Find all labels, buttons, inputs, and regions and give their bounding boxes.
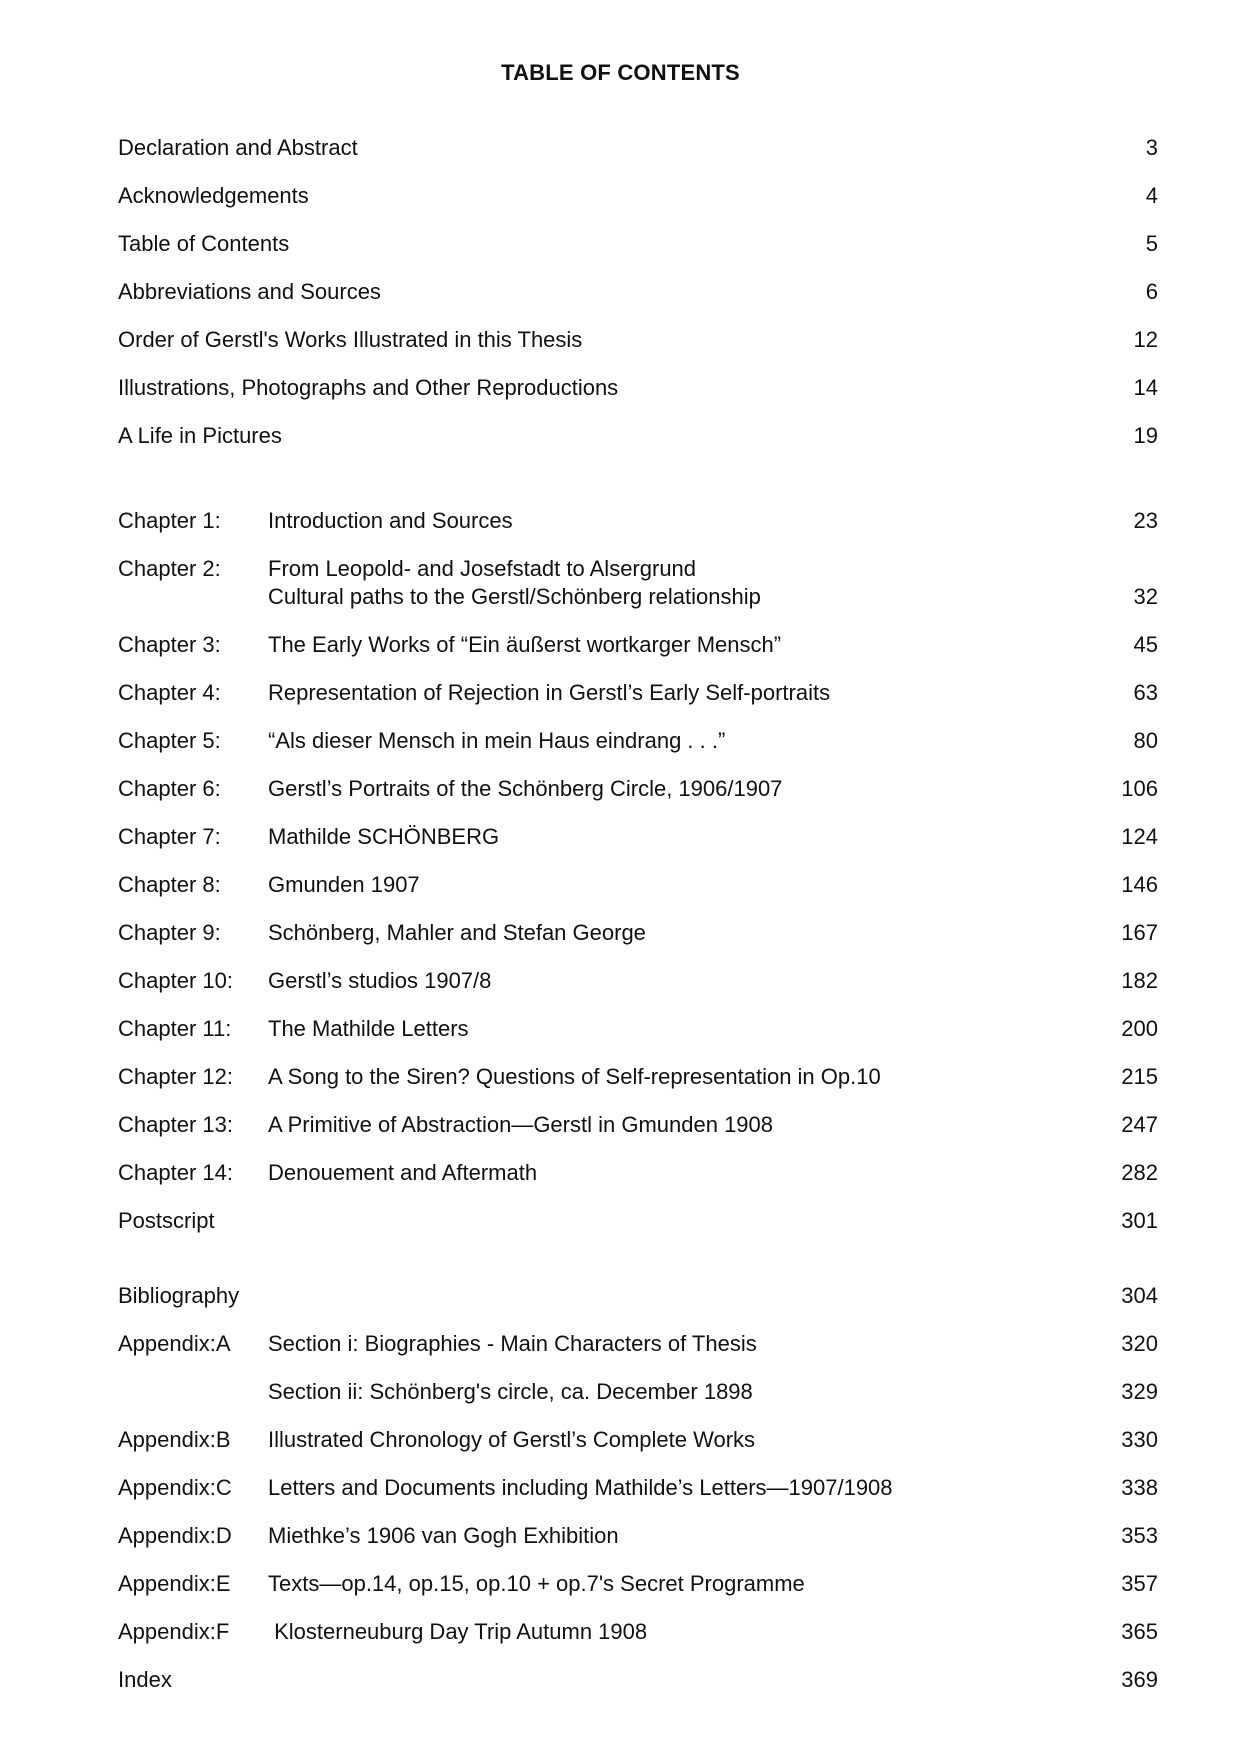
toc-entry-label: Chapter 13: [118,1112,233,1137]
toc-entry [118,1262,1158,1310]
toc-entry-label: Chapter 9: [118,920,221,945]
toc-entry-page: 167 [1121,920,1158,945]
toc-entry-title: Mathilde SCHÖNBERG [268,824,500,849]
toc-entry-label: Index [118,1667,172,1692]
toc-entry-title: Order of Gerstl's Works Illustrated in this Thesis [118,327,583,352]
toc-entry-page: 365 [1121,1619,1158,1644]
toc-entry-title: Introduction and Sources [268,508,513,533]
toc-entry-title: Gerstl’s Portraits of the Schönberg Circle, 1906/1907 [268,776,783,801]
toc-entry-page: 247 [1121,1112,1158,1137]
toc-entry [118,1406,1158,1454]
toc-entry [118,354,1158,402]
toc-entry-page: 3 [1145,135,1158,160]
toc-entry [118,947,1158,995]
toc-entry [118,803,1158,851]
page-title: TABLE OF CONTENTS [501,60,740,85]
toc-entry-title: Gmunden 1907 [268,872,420,897]
toc-entry [118,114,1158,162]
toc-entry-title: Denouement and Aftermath [268,1160,538,1185]
toc-entry-title: Gerstl’s studios 1907/8 [268,968,492,993]
toc-entry-label: Chapter 4: [118,680,221,705]
toc-entry-label: Chapter 7: [118,824,221,849]
toc-entry-title: Table of Contents [118,231,290,256]
toc-entry-page: 353 [1121,1523,1158,1548]
toc-entry [118,535,1158,611]
toc-entry [118,755,1158,803]
toc-entry-page: 45 [1133,632,1158,657]
toc-entry-label: Postscript [118,1208,215,1233]
toc-entry-label: Chapter 11: [118,1016,232,1041]
toc-entry-title: Texts—op.14, op.15, op.10 + op.7's Secret Programme [268,1571,805,1596]
toc-entry [118,851,1158,899]
toc-entry-label: Appendix:A [118,1331,231,1356]
toc-entry-title: A Primitive of Abstraction—Gerstl in Gmunden 1908 [268,1112,774,1137]
toc-entry [118,1358,1158,1406]
toc-entry-page: 369 [1121,1667,1158,1692]
toc-entry [118,1091,1158,1139]
toc-entry-title: A Life in Pictures [118,423,282,448]
toc-entry-page: 6 [1145,279,1158,304]
toc-entry-title: Abbreviations and Sources [118,279,381,304]
toc-entry [118,1550,1158,1598]
toc-entry-page: 146 [1121,872,1158,897]
toc-entry-title: Section i: Biographies - Main Characters of Thesis [268,1331,757,1356]
toc-entry-page: 23 [1133,508,1158,533]
back-matter-list [118,1262,1158,1694]
toc-entry-page: 80 [1133,728,1158,753]
toc-entry-title: Schönberg, Mahler and Stefan George [268,920,646,945]
toc-entry-title: Illustrations, Photographs and Other Reproductions [118,375,619,400]
toc-entry [118,487,1158,535]
toc-entry [118,402,1158,450]
toc-entry [118,1502,1158,1550]
toc-entry-label: Chapter 1: [118,508,221,533]
toc-entry [118,1454,1158,1502]
toc-entry [118,899,1158,947]
toc-entry-title: Section ii: Schönberg's circle, ca. December 1898 [268,1379,753,1404]
toc-entry-page: 4 [1145,183,1158,208]
toc-entry-title-line: From Leopold- and Josefstadt to Alsergrund [268,556,697,581]
toc-entry-title [268,555,1068,611]
toc-entry [118,1187,1158,1235]
toc-entry-page: 330 [1121,1427,1158,1452]
toc-entry [118,162,1158,210]
toc-entry-title: Letters and Documents including Mathilde’s Letters—1907/1908 [268,1475,893,1500]
toc-entry-label: Appendix:D [118,1523,232,1548]
toc-entry-title: “Als dieser Mensch in mein Haus eindrang . . .” [268,728,726,753]
toc-entry-page: 12 [1133,327,1158,352]
toc-entry-page: 32 [1133,584,1158,609]
toc-entry-page: 338 [1121,1475,1158,1500]
toc-entry-label: Chapter 8: [118,872,221,897]
toc-entry-label: Chapter 3: [118,632,221,657]
toc-entry-label: Appendix:C [118,1475,232,1500]
toc-entry-title: The Mathilde Letters [268,1016,469,1041]
toc-entry-title: Acknowledgements [118,183,309,208]
toc-entry [118,306,1158,354]
toc-entry-title: Klosterneuburg Day Trip Autumn 1908 [268,1619,648,1644]
toc-entry-label: Appendix:E [118,1571,231,1596]
toc-entry-page: 106 [1121,776,1158,801]
toc-entry-page: 5 [1145,231,1158,256]
toc-entry [118,258,1158,306]
toc-entry-page: 320 [1121,1331,1158,1356]
toc-entry-page: 124 [1121,824,1158,849]
toc-entry [118,1646,1158,1694]
toc-entry-page: 19 [1133,423,1158,448]
toc-entry-label: Bibliography [118,1283,240,1308]
toc-entry [118,1598,1158,1646]
toc-entry-label: Chapter 12: [118,1064,233,1089]
toc-entry-label: Chapter 5: [118,728,221,753]
toc-entry-page: 63 [1133,680,1158,705]
toc-entry-label: Chapter 6: [118,776,221,801]
toc-entry [118,1043,1158,1091]
toc-entry-page: 329 [1121,1379,1158,1404]
front-matter-list [118,114,1158,450]
toc-entry-label: Chapter 10: [118,968,233,993]
toc-entry-page: 304 [1121,1283,1158,1308]
toc-entry-page: 215 [1121,1064,1158,1089]
toc-entry-title: A Song to the Siren? Questions of Self-representation in Op.10 [268,1064,881,1089]
toc-entry [118,659,1158,707]
toc-entry-title: Representation of Rejection in Gerstl’s Early Self-portraits [268,680,831,705]
toc-entry [118,707,1158,755]
toc-entry-title-line: Cultural paths to the Gerstl/Schönberg relationship [268,584,761,609]
chapter-list [118,487,1158,1235]
toc-entry-page: 182 [1121,968,1158,993]
toc-entry [118,611,1158,659]
toc-entry-label: Chapter 14: [118,1160,233,1185]
toc-entry-page: 301 [1121,1208,1158,1233]
toc-entry-title: Miethke’s 1906 van Gogh Exhibition [268,1523,619,1548]
toc-entry [118,1139,1158,1187]
toc-entry-page: 14 [1133,375,1158,400]
toc-entry [118,995,1158,1043]
toc-entry [118,1310,1158,1358]
toc-entry [118,210,1158,258]
toc-entry-page: 282 [1121,1160,1158,1185]
toc-entry-page: 357 [1121,1571,1158,1596]
toc-entry-label: Appendix:F [118,1619,230,1644]
toc-entry-label: Appendix:B [118,1427,231,1452]
toc-entry-label: Chapter 2: [118,556,221,581]
toc-entry-page: 200 [1121,1016,1158,1041]
toc-entry-title: The Early Works of “Ein äußerst wortkarger Mensch” [268,632,782,657]
toc-entry-title: Declaration and Abstract [118,135,358,160]
toc-entry-title: Illustrated Chronology of Gerstl’s Complete Works [268,1427,756,1452]
